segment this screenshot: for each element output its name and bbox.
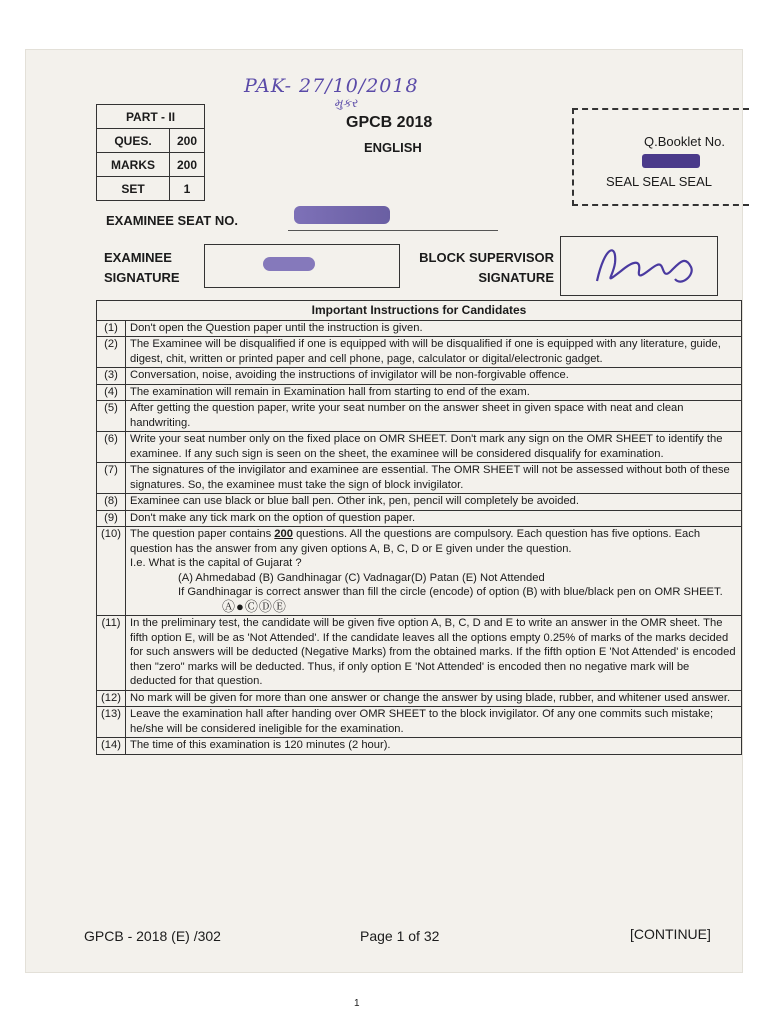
instruction-text: The time of this examination is 120 minutes (2 hour). xyxy=(126,738,742,755)
instruction-row xyxy=(97,707,742,738)
instruction-number: (5) xyxy=(97,401,126,432)
instruction-row xyxy=(97,320,742,337)
instruction-text: No mark will be given for more than one answer or change the answer by using blade, rubber, and whitener used answer. xyxy=(126,690,742,707)
instruction-text: Don't make any tick mark on the option of question paper. xyxy=(126,510,742,527)
instruction-number: (10) xyxy=(97,527,126,616)
example-note: If Gandhinagar is correct answer than fill the circle (encode) of option (B) with blue/black pen on OMR SHEET. xyxy=(178,586,723,598)
instruction-text: After getting the question paper, write your seat number on the answer sheet in given space with neat and clean handwriting. xyxy=(126,401,742,432)
instruction-text xyxy=(126,527,742,616)
instruction-row xyxy=(97,401,742,432)
examinee-signature-label: EXAMINEE SIGNATURE xyxy=(104,250,180,285)
meta-label: QUES. xyxy=(97,129,170,153)
page-number: 1 xyxy=(354,998,360,1009)
meta-label: SET xyxy=(97,177,170,201)
instruction-number: (14) xyxy=(97,738,126,755)
instruction-text: Conversation, noise, avoiding the instructions of invigilator will be non-forgivable offence. xyxy=(126,368,742,385)
meta-value: 200 xyxy=(170,153,205,177)
instruction-row xyxy=(97,432,742,463)
instruction-row xyxy=(97,368,742,385)
instruction-text: The Examinee will be disqualified if one is equipped with will be disqualified if one is equipped with any literature, guide, digest, chit, written or printed paper and cell phone, page, calculator or digital/electronic gadget. xyxy=(126,337,742,368)
instruction-row xyxy=(97,494,742,511)
instruction-number: (13) xyxy=(97,707,126,738)
instruction-row xyxy=(97,510,742,527)
instructions-title: Important Instructions for Candidates xyxy=(97,301,742,321)
exam-title: GPCB 2018 xyxy=(346,114,433,131)
instruction-row xyxy=(97,337,742,368)
handwritten-sub-note: મુકર xyxy=(334,96,358,110)
instruction-number: (7) xyxy=(97,463,126,494)
instruction-text: Write your seat number only on the fixed place on OMR SHEET. Don't mark any sign on the OMR SHEET to identify the examinee. If any such sign is seen on the sheet, the examinee will be considered disqualify for examination. xyxy=(126,432,742,463)
instruction-number: (2) xyxy=(97,337,126,368)
instruction-number: (1) xyxy=(97,320,126,337)
instruction-row xyxy=(97,616,742,691)
instruction-row xyxy=(97,527,742,616)
continue-label: [CONTINUE] xyxy=(630,926,711,942)
booklet-number: 5002365 xyxy=(644,154,698,168)
instruction-text: Don't open the Question paper until the instruction is given. xyxy=(126,320,742,337)
seat-number-label: EXAMINEE SEAT NO. xyxy=(106,213,238,228)
examinee-signature-ink xyxy=(263,257,315,271)
paper-code: GPCB - 2018 (E) /302 xyxy=(84,928,221,944)
instruction-number: (12) xyxy=(97,690,126,707)
meta-value: 200 xyxy=(170,129,205,153)
instruction-number: (11) xyxy=(97,616,126,691)
seal-text: SEAL SEAL SEAL xyxy=(606,174,712,189)
page-indicator: Page 1 of 32 xyxy=(360,928,440,944)
omr-bubbles-example: Ⓐ●ⒸⒹⒺ xyxy=(222,598,287,614)
instruction-text: Leave the examination hall after handing over OMR SHEET to the block invigilator. Of any one commits such mistake; he/she will be considered ineligible for the examination. xyxy=(126,707,742,738)
instruction-number: (8) xyxy=(97,494,126,511)
instruction-row xyxy=(97,384,742,401)
instruction-text-part: The question paper contains xyxy=(130,528,275,540)
instructions-table xyxy=(96,300,742,755)
instruction-number: (6) xyxy=(97,432,126,463)
meta-value: 1 xyxy=(170,177,205,201)
instruction-text: Examinee can use black or blue ball pen. Other ink, pen, pencil will completely be avoided. xyxy=(126,494,742,511)
instruction-text: In the preliminary test, the candidate will be given five option A, B, C, D and E to write an answer in the OMR sheet. The fifth option E, will be as 'Not Attended'. If the candidate leaves all the options empty 0.25% of marks of the marks decided for such answers will be deducted (Negative Marks) from the obtained marks. If the fifth option E 'Not Attended' is encoded then "zero" marks will be deducted. Thus, if only option E 'Not Attended' is encoded then no negative mark will be deducted for that question. xyxy=(126,616,742,691)
instruction-number: (3) xyxy=(97,368,126,385)
handwritten-date-note: PAK- 27/10/2018 xyxy=(244,75,419,97)
paper-meta-table xyxy=(96,104,205,201)
booklet-box xyxy=(572,108,749,206)
example-question: I.e. What is the capital of Gujarat ? xyxy=(130,557,302,569)
part-label: PART - II xyxy=(97,105,205,129)
exam-language: ENGLISH xyxy=(364,140,422,155)
instruction-row xyxy=(97,463,742,494)
meta-label: MARKS xyxy=(97,153,170,177)
supervisor-signature-label: BLOCK SUPERVISOR SIGNATURE xyxy=(419,250,554,285)
example-options: (A) Ahmedabad (B) Gandhinagar (C) Vadnagar(D) Patan (E) Not Attended xyxy=(178,571,545,584)
exam-paper xyxy=(26,50,742,972)
question-count: 200 xyxy=(274,528,293,540)
signature-scribble-icon xyxy=(591,241,701,293)
seat-number-ink xyxy=(294,206,390,224)
instruction-text: The signatures of the invigilator and examinee are essential. The OMR SHEET will not be assessed without both of these signatures. So, the examinee must take the sign of block invigilator. xyxy=(126,463,742,494)
seat-number-line xyxy=(288,230,498,231)
booklet-label: Q.Booklet No. xyxy=(644,134,725,149)
examinee-signature-box xyxy=(204,244,400,288)
instruction-number: (4) xyxy=(97,384,126,401)
supervisor-signature-box xyxy=(560,236,718,296)
instruction-number: (9) xyxy=(97,510,126,527)
instruction-row xyxy=(97,690,742,707)
instruction-row xyxy=(97,738,742,755)
instruction-text: The examination will remain in Examination hall from starting to end of the exam. xyxy=(126,384,742,401)
instruction-text-part: questions. All the questions are compulsory. Each question has five options. Each question has the answer from any given options A, B, C, D or E given under the question. xyxy=(130,528,701,555)
